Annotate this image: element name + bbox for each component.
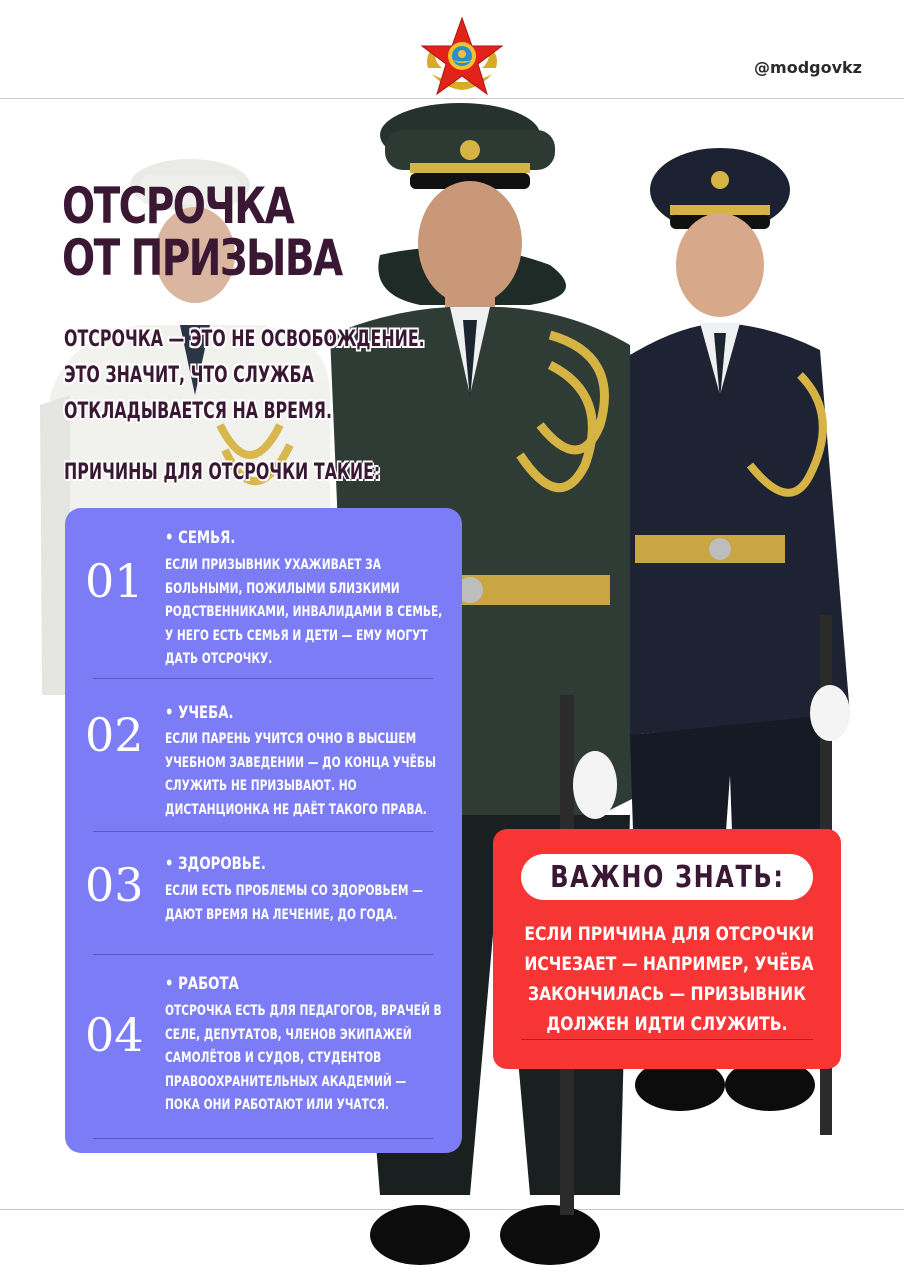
social-handle[interactable]: @modgovkz xyxy=(754,58,862,77)
reason-number: 04 xyxy=(85,1008,144,1062)
reason-number: 02 xyxy=(85,708,144,762)
reason-divider xyxy=(93,831,433,832)
reason-divider xyxy=(93,1138,433,1139)
reasons-panel xyxy=(65,508,462,1153)
reason-title: • ЗДОРОВЬЕ. xyxy=(165,854,266,874)
intro-text xyxy=(64,322,425,430)
reason-divider xyxy=(93,678,433,679)
important-heading-pill xyxy=(521,854,813,900)
reasons-heading: ПРИЧИНЫ ДЛЯ ОТСРОЧКИ ТАКИЕ: xyxy=(64,460,381,485)
reason-text: ЕСЛИ ПРИЗЫВНИК УХАЖИВАЕТ ЗА БОЛЬНЫМИ, ПОЖИЛЫМИ БЛИЗКИМИ РОДСТВЕННИКАМИ, ИНВАЛИДАМИ В СЕМЬЕ, У НЕГО ЕСТЬ СЕМЬЯ И ДЕТИ — ЕМУ МОГУТ ДАТЬ ОТСРОЧКУ. xyxy=(165,557,443,667)
reason-text: ЕСЛИ ЕСТЬ ПРОБЛЕМЫ СО ЗДОРОВЬЕМ — ДАЮТ ВРЕМЯ НА ЛЕЧЕНИЕ, ДО ГОДА. xyxy=(165,883,423,923)
reason-title: • РАБОТА xyxy=(165,974,239,994)
intro-line-2: ЭТО ЗНАЧИТ, ЧТО СЛУЖБА xyxy=(64,363,314,388)
title-line-1: ОТСРОЧКА xyxy=(62,177,294,235)
reason-text: ОТСРОЧКА ЕСТЬ ДЛЯ ПЕДАГОГОВ, ВРАЧЕЙ В СЕЛЕ, ДЕПУТАТОВ, ЧЛЕНОВ ЭКИПАЖЕЙ САМОЛЁТОВ И СУДОВ, СТУДЕНТОВ ПРАВООХРАНИТЕЛЬНЫХ АКАДЕМИЙ — ПОКА ОНИ РАБОТАЮТ ИЛИ УЧАТСЯ. xyxy=(165,1003,442,1113)
reason-number: 01 xyxy=(85,554,144,608)
intro-line-1: ОТСРОЧКА — ЭТО НЕ ОСВОБОЖДЕНИЕ. xyxy=(64,327,425,352)
important-box xyxy=(493,829,841,1069)
reason-title: • УЧЕБА. xyxy=(165,703,234,723)
important-heading: ВАЖНО ЗНАТЬ: xyxy=(549,859,785,895)
reason-title: • СЕМЬЯ. xyxy=(165,528,236,548)
reason-number: 03 xyxy=(85,858,144,912)
intro-line-3: ОТКЛАДЫВАЕТСЯ НА ВРЕМЯ. xyxy=(64,399,332,424)
red-star-emblem-icon xyxy=(418,16,506,100)
important-text: ЕСЛИ ПРИЧИНА ДЛЯ ОТСРОЧКИ ИСЧЕЗАЕТ — НАПРИМЕР, УЧЁБА ЗАКОНЧИЛАСЬ — ПРИЗЫВНИК ДОЛЖЕН ИДТИ СЛУЖИТЬ. xyxy=(524,923,815,1035)
title-line-2: ОТ ПРИЗЫВА xyxy=(62,229,342,287)
reason-divider xyxy=(93,954,433,955)
reason-text: ЕСЛИ ПАРЕНЬ УЧИТСЯ ОЧНО В ВЫСШЕМ УЧЕБНОМ ЗАВЕДЕНИИ — ДО КОНЦА УЧЁБЫ СЛУЖИТЬ НЕ ПРИЗЫВАЮТ. НО ДИСТАНЦИОНКА НЕ ДАЁТ ТАКОГО ПРАВА. xyxy=(165,731,436,818)
important-underline xyxy=(521,1039,813,1040)
page-title xyxy=(62,177,342,287)
